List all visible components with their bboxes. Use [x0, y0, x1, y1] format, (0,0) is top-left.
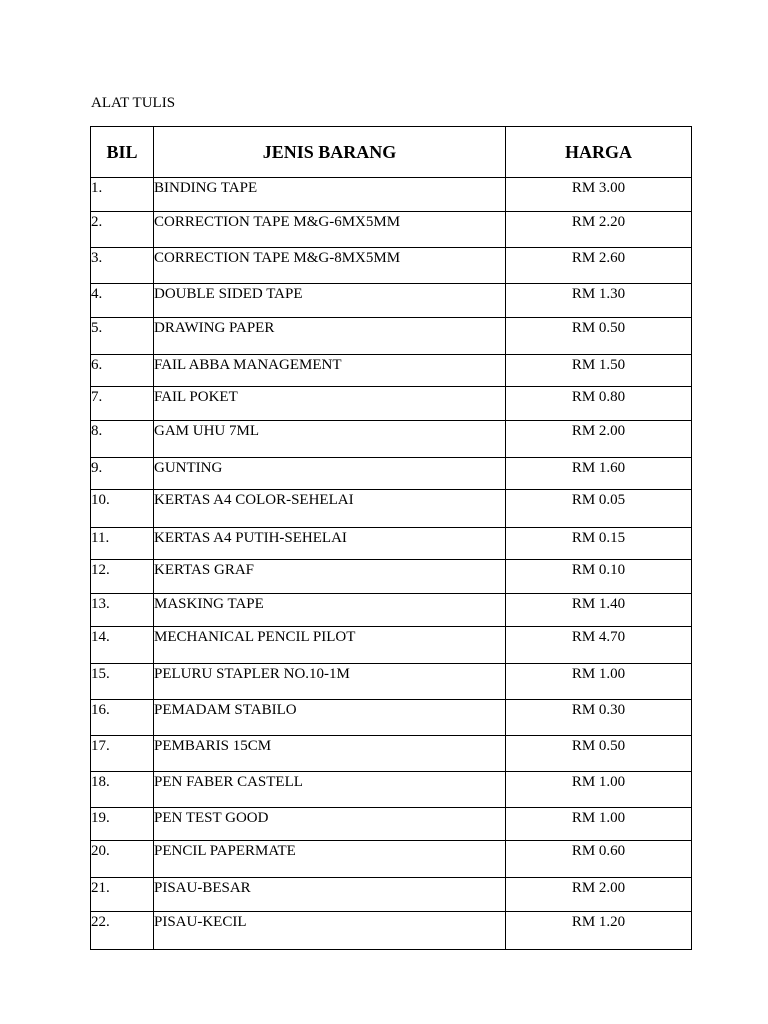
- item-price: RM 1.30: [506, 284, 692, 318]
- item-price: RM 1.60: [506, 458, 692, 490]
- table-row: [91, 627, 692, 664]
- item-name: FAIL POKET: [154, 387, 506, 421]
- row-number: 1.: [91, 178, 154, 212]
- table-row: [91, 490, 692, 528]
- item-price: RM 1.20: [506, 912, 692, 950]
- document-title: ALAT TULIS: [91, 95, 176, 111]
- item-name: MECHANICAL PENCIL PILOT: [154, 627, 506, 664]
- table-row: [91, 212, 692, 248]
- row-number: 20.: [91, 841, 154, 878]
- item-price: RM 0.05: [506, 490, 692, 528]
- table-row: [91, 736, 692, 772]
- row-number: 10.: [91, 490, 154, 528]
- item-name: PENCIL PAPERMATE: [154, 841, 506, 878]
- item-price: RM 4.70: [506, 627, 692, 664]
- table-row: [91, 560, 692, 594]
- row-number: 11.: [91, 528, 154, 560]
- table-row: [91, 808, 692, 841]
- table-row: [91, 700, 692, 736]
- item-price: RM 0.15: [506, 528, 692, 560]
- item-name: GAM UHU 7ML: [154, 421, 506, 458]
- row-number: 17.: [91, 736, 154, 772]
- table-header-row: [91, 127, 692, 178]
- row-number: 13.: [91, 594, 154, 627]
- item-name: PELURU STAPLER NO.10-1M: [154, 664, 506, 700]
- item-name: PEN FABER CASTELL: [154, 772, 506, 808]
- row-number: 3.: [91, 248, 154, 284]
- row-number: 7.: [91, 387, 154, 421]
- item-name: KERTAS GRAF: [154, 560, 506, 594]
- row-number: 19.: [91, 808, 154, 841]
- item-name: KERTAS A4 PUTIH-SEHELAI: [154, 528, 506, 560]
- price-table: [90, 126, 692, 950]
- item-price: RM 2.00: [506, 878, 692, 912]
- item-price: RM 0.80: [506, 387, 692, 421]
- item-name: PISAU-KECIL: [154, 912, 506, 950]
- table-row: [91, 528, 692, 560]
- item-name: CORRECTION TAPE M&G-8MX5MM: [154, 248, 506, 284]
- table-row: [91, 664, 692, 700]
- row-number: 14.: [91, 627, 154, 664]
- item-name: CORRECTION TAPE M&G-6MX5MM: [154, 212, 506, 248]
- item-name: FAIL ABBA MANAGEMENT: [154, 355, 506, 387]
- item-name: BINDING TAPE: [154, 178, 506, 212]
- item-name: GUNTING: [154, 458, 506, 490]
- item-name: PEN TEST GOOD: [154, 808, 506, 841]
- header-harga: HARGA: [506, 127, 692, 178]
- item-name: PISAU-BESAR: [154, 878, 506, 912]
- item-name: DRAWING PAPER: [154, 318, 506, 355]
- item-price: RM 0.50: [506, 736, 692, 772]
- table-row: [91, 772, 692, 808]
- row-number: 9.: [91, 458, 154, 490]
- table-row: [91, 421, 692, 458]
- table-row: [91, 841, 692, 878]
- item-name: PEMADAM STABILO: [154, 700, 506, 736]
- item-price: RM 2.00: [506, 421, 692, 458]
- row-number: 6.: [91, 355, 154, 387]
- table-row: [91, 912, 692, 950]
- table-row: [91, 387, 692, 421]
- table-row: [91, 178, 692, 212]
- header-jenis-barang: JENIS BARANG: [154, 127, 506, 178]
- row-number: 2.: [91, 212, 154, 248]
- item-price: RM 0.30: [506, 700, 692, 736]
- row-number: 16.: [91, 700, 154, 736]
- item-name: DOUBLE SIDED TAPE: [154, 284, 506, 318]
- item-price: RM 1.40: [506, 594, 692, 627]
- item-price: RM 2.60: [506, 248, 692, 284]
- item-price: RM 0.60: [506, 841, 692, 878]
- item-price: RM 1.00: [506, 664, 692, 700]
- row-number: 8.: [91, 421, 154, 458]
- table-row: [91, 878, 692, 912]
- table-row: [91, 248, 692, 284]
- item-price: RM 1.50: [506, 355, 692, 387]
- row-number: 18.: [91, 772, 154, 808]
- table-row: [91, 355, 692, 387]
- row-number: 21.: [91, 878, 154, 912]
- table-row: [91, 594, 692, 627]
- table-row: [91, 318, 692, 355]
- item-name: MASKING TAPE: [154, 594, 506, 627]
- row-number: 4.: [91, 284, 154, 318]
- item-name: KERTAS A4 COLOR-SEHELAI: [154, 490, 506, 528]
- item-price: RM 2.20: [506, 212, 692, 248]
- item-price: RM 1.00: [506, 808, 692, 841]
- row-number: 22.: [91, 912, 154, 950]
- item-name: PEMBARIS 15CM: [154, 736, 506, 772]
- row-number: 12.: [91, 560, 154, 594]
- header-bil: BIL: [91, 127, 154, 178]
- item-price: RM 3.00: [506, 178, 692, 212]
- table-row: [91, 458, 692, 490]
- item-price: RM 0.10: [506, 560, 692, 594]
- item-price: RM 0.50: [506, 318, 692, 355]
- item-price: RM 1.00: [506, 772, 692, 808]
- table-row: [91, 284, 692, 318]
- row-number: 5.: [91, 318, 154, 355]
- row-number: 15.: [91, 664, 154, 700]
